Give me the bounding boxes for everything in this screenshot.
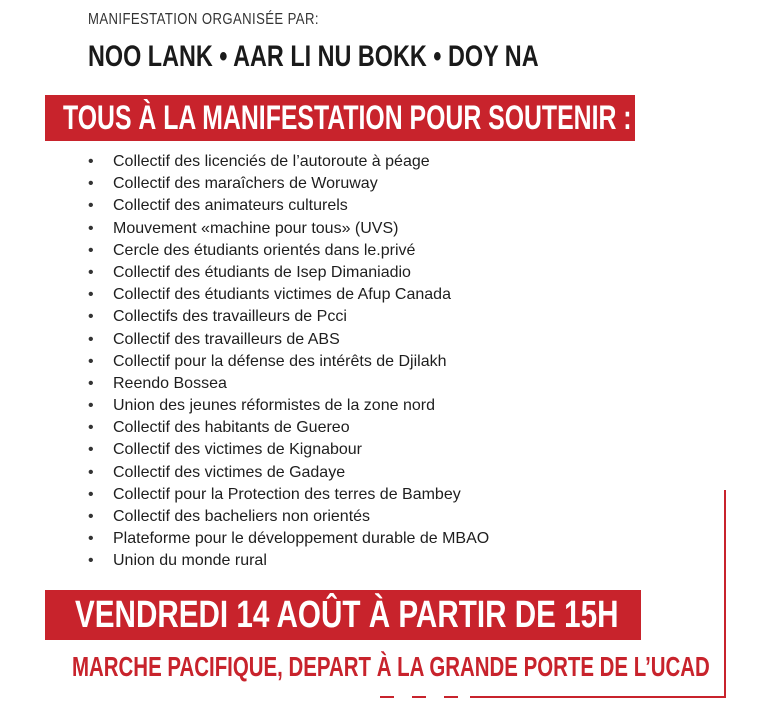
bullet-icon: • xyxy=(88,330,94,348)
list-item xyxy=(88,262,489,284)
list-item-label: Collectifs des travailleurs de Pcci xyxy=(113,308,347,326)
list-item-label: Union des jeunes réformistes de la zone nord xyxy=(113,397,435,415)
march-info: MARCHE PACIFIQUE, DEPART À LA GRANDE PORTE DE L’UCAD xyxy=(72,651,710,682)
date-banner xyxy=(45,590,641,640)
list-item-label: Collectif des victimes de Kignabour xyxy=(113,441,363,459)
support-list xyxy=(88,151,489,573)
list-item-label: Union du monde rural xyxy=(113,552,267,570)
list-item-label: Collectif des animateurs culturels xyxy=(113,197,348,215)
bullet-icon: • xyxy=(88,286,94,304)
list-item-label: Collectif des licenciés de l’autoroute à péage xyxy=(113,153,430,170)
list-item-label: Collectif des travailleurs de ABS xyxy=(113,330,340,348)
list-item xyxy=(88,395,489,417)
list-item-label: Collectif des habitants de Guereo xyxy=(113,419,350,437)
bullet-icon: • xyxy=(88,552,94,570)
list-item-label: Mouvement «machine pour tous» (UVS) xyxy=(113,219,399,237)
bullet-icon: • xyxy=(88,463,94,481)
bullet-icon: • xyxy=(88,397,94,415)
list-item-label: Plateforme pour le développement durable de MBAO xyxy=(113,530,490,548)
date-banner-text: VENDREDI 14 AOÛT À PARTIR DE 15H xyxy=(75,594,619,636)
list-item xyxy=(88,151,489,173)
list-item-label: Collectif pour la défense des intérêts de Djilakh xyxy=(113,352,447,370)
organized-by-label: MANIFESTATION ORGANISÉE PAR: xyxy=(88,11,319,28)
frame-right-line xyxy=(724,490,726,696)
list-item xyxy=(88,351,489,373)
list-item xyxy=(88,284,489,306)
list-item xyxy=(88,439,489,461)
bullet-icon: • xyxy=(88,374,94,392)
frame-dash xyxy=(412,696,426,698)
frame-dash xyxy=(380,696,394,698)
list-item xyxy=(88,195,489,217)
frame-bottom-line xyxy=(470,696,726,698)
bullet-icon: • xyxy=(88,352,94,370)
list-item xyxy=(88,329,489,351)
list-item xyxy=(88,173,489,195)
list-item-label: Collectif pour la Protection des terres de Bambey xyxy=(113,485,461,503)
frame-dash xyxy=(444,696,458,698)
list-item-label: Collectif des étudiants victimes de Afup Canada xyxy=(113,286,451,304)
bullet-icon: • xyxy=(88,175,94,193)
bullet-icon: • xyxy=(88,197,94,215)
list-item xyxy=(88,218,489,240)
list-item-label: Collectif des victimes de Gadaye xyxy=(113,463,346,481)
bullet-icon: • xyxy=(88,441,94,459)
list-item xyxy=(88,417,489,439)
list-item xyxy=(88,240,489,262)
bullet-icon: • xyxy=(88,508,94,525)
list-item-label: Collectif des étudiants de Isep Dimaniadio xyxy=(113,263,411,281)
list-item xyxy=(88,528,489,550)
bullet-icon: • xyxy=(88,530,94,548)
bullet-icon: • xyxy=(88,485,94,503)
list-item xyxy=(88,373,489,395)
organizers-line: NOO LANK • AAR LI NU BOKK • DOY NA xyxy=(88,40,539,73)
list-item-label: Cercle des étudiants orientés dans le.privé xyxy=(113,241,416,259)
bullet-icon: • xyxy=(88,241,94,259)
list-item xyxy=(88,462,489,484)
list-item xyxy=(88,506,489,528)
support-banner-title: TOUS À LA MANIFESTATION POUR SOUTENIR : xyxy=(63,99,632,137)
list-item-label: Reendo Bossea xyxy=(113,374,227,392)
support-banner xyxy=(45,95,635,141)
bullet-icon: • xyxy=(88,219,94,237)
list-item xyxy=(88,484,489,506)
list-item xyxy=(88,550,489,572)
list-item-label: Collectif des maraîchers de Woruway xyxy=(113,175,378,193)
bullet-icon: • xyxy=(88,263,94,281)
bullet-icon: • xyxy=(88,308,94,326)
bullet-icon: • xyxy=(88,153,94,170)
bullet-icon: • xyxy=(88,419,94,437)
list-item-label: Collectif des bacheliers non orientés xyxy=(113,508,371,525)
list-item xyxy=(88,306,489,328)
